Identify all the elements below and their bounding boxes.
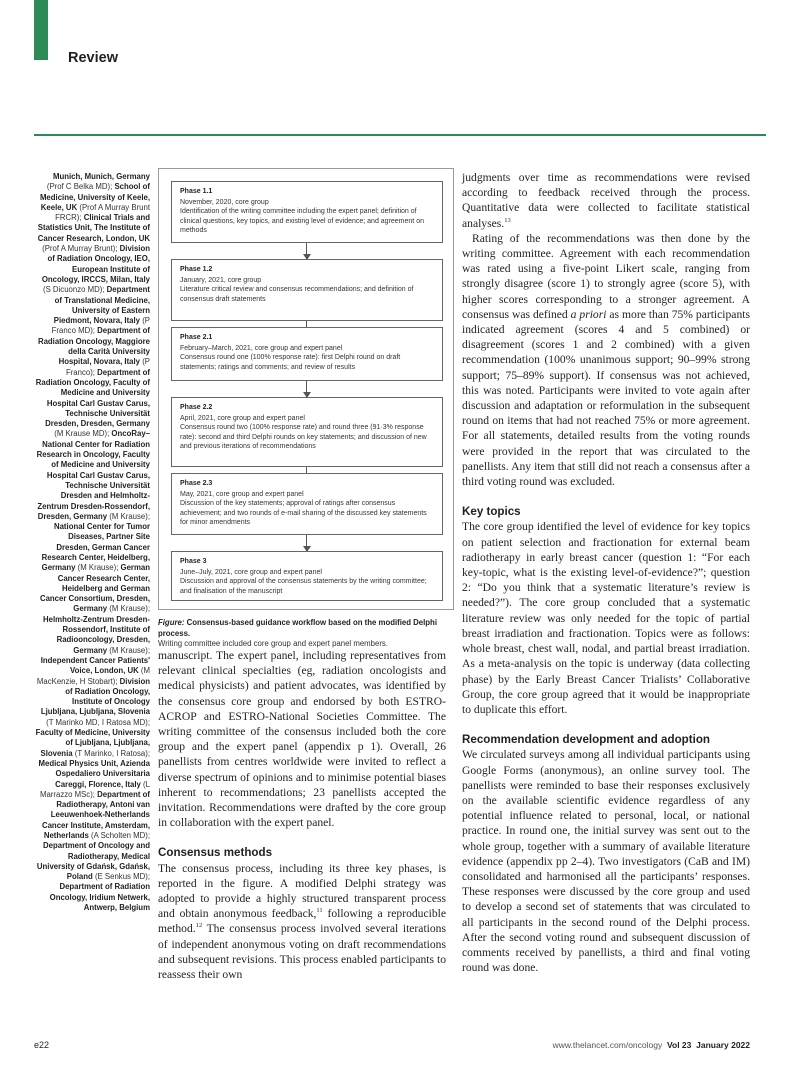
paragraph: Rating of the recommendations was then done by the writing committee. Agreement with each recommendation was rated using a five-point Likert scale, ranging from strongly disagree (score 1) to strongly agree (score 5), with higher scores corresponding to a stronger agreement. A consensus was defined a priori as more than 75% participants indicated agreement (scores 4 and 5 combined) or disagreement (scores 1 and 2 combined) with a given recommendation (100% unanimous support; 90–99% strong support; 75–89% support). If consensus was not achieved, this was noted. Participants were invited to vote again after discussion and adaptation or reformulation in the subsequent round on items that had not reached 75% or more agreement. For all statements, detailed results from the voting rounds were provided in the report that was circulated to the panellists. Any item that still did not reach a consensus after a third voting round was excluded.	[462, 231, 750, 489]
reference: 11	[316, 907, 323, 915]
phase-box	[171, 551, 443, 601]
reference: 13	[504, 216, 511, 224]
page-number: e22	[34, 1040, 50, 1050]
affiliation-authors: (M Krause);	[107, 604, 150, 614]
phase-description: Discussion of the key statements; approval of ratings after consensus achievement; and two rounds of e-mail sharing of the discussed key statements for minor amendments	[180, 500, 427, 526]
affiliation-authors: (S Dicuonzo MD);	[42, 285, 107, 295]
affiliation-institution: Department of Radiotherapy, Antoni van Leeuwenhoek-Netherlands Cancer Institute, Amsterdam, Netherlands	[41, 789, 150, 840]
section-color-bar	[34, 0, 48, 60]
affiliation-authors: (M Krause);	[107, 511, 150, 521]
phase-box	[171, 327, 443, 381]
flow-arrow	[306, 535, 307, 551]
body-column-2	[462, 170, 750, 975]
phase-date: June–July, 2021, core group and expert panel	[180, 568, 322, 576]
phase-description: Consensus round two (100% response rate) and round three (91·3% response rate): second and third Delphi rounds on key statements; and discussion of new and previous iterations of recommendations	[180, 424, 427, 450]
affiliation-institution: Independent Cancer Patients' Voice, London, UK	[40, 655, 150, 676]
journal-footer	[553, 1040, 750, 1050]
affiliation-authors: (L Marrazzo MSc);	[39, 779, 150, 799]
paragraph: The core group identified the level of evidence for key topics on patient selection and fractionation for external beam radiotherapy in early breast cancer (question 1: “For each key-topic, what is the existing level-of-evidence?”; question 2: “Do you think that a systematic literature’s review is needed?”). The core group concluded that a systematic literature review was only needed for the topic of partial breast irradiation and fractionation. Topics were as follows: whole breast, chest wall, nodal, and partial breast irradiation. As a meta-analysis on the topic is underway (data collecting phase) by the Early Breast Cancer Trialists’ Collaborative Group, the core group agreed that it would be inappropriate to duplicate this effort.	[462, 520, 750, 716]
affiliation-authors: (T Marinko MD, I Ratosa MD);	[46, 717, 150, 727]
heading-key-topics: Key topics	[462, 505, 521, 519]
affiliation-authors: (Prof A Murray Brunt);	[42, 244, 120, 254]
heading-consensus-methods: Consensus methods	[158, 846, 273, 860]
phase-date: May, 2021, core group and expert panel	[180, 490, 304, 498]
paragraph: judgments over time as recommendations were revised according to feedback received through the process. Quantitative data were collected to facilitate statistical analyses.$^{13}$	[462, 171, 750, 230]
phase-date: February–March, 2021, core group and expert panel	[180, 344, 343, 352]
affiliation-authors: (M Krause);	[107, 645, 150, 655]
volume: Vol 23	[666, 1040, 692, 1050]
affiliation-authors: (M MacKenzie, H Stobart);	[36, 666, 150, 686]
heading-recommendation-development: Recommendation development and adoption	[462, 733, 710, 747]
phase-box	[171, 473, 443, 535]
phase-description: Literature critical review and consensus recommendations; and definition of consensus draft statements	[180, 286, 414, 303]
affiliation-institution: School of Medicine, University of Keele, Keele, UK	[39, 182, 150, 212]
affiliation-institution: Department of Radiation Oncology, Maggiore della Carità University Hospital, Novara, Italy	[37, 326, 150, 367]
affiliation-institution: OncoRay–National Center for Radiation Research in Oncology, Faculty of Medicine and University Hospital Carl Gustav Carus, Technische Universität Dresden and Helmholtz-Zentrum Dresden-Rossendorf, Dresden, Germany	[36, 429, 150, 521]
phase-description: Identification of the writing committee including the expert panel; definition of clinical questions, key topics, and existing level of evidence; and agreement on methods	[180, 208, 424, 234]
affiliation-institution: Medical Physics Unit, Azienda Ospedaliero Universitaria Careggi, Florence, Italy	[38, 758, 150, 789]
phase-title: Phase 1.1	[180, 188, 213, 195]
phase-title: Phase 1.2	[180, 266, 213, 273]
affiliation-authors: (P Franco MD);	[51, 316, 150, 336]
caption-title: Consensus-based guidance workflow based on the modified Delphi process.	[158, 618, 437, 638]
workflow-figure	[158, 168, 454, 610]
figure-caption	[158, 618, 458, 650]
phase-title: Phase 3	[180, 558, 207, 565]
phase-description: Consensus round one (100% response rate): first Delphi round on draft statements; ratings and comments; and review of results	[180, 354, 401, 371]
journal-url[interactable]: www.thelancet.com/oncology	[552, 1040, 663, 1050]
affiliation-authors: (Prof C Belka MD);	[46, 182, 115, 192]
caption-label: Figure:	[158, 618, 185, 627]
affiliation-authors: (M Krause MD);	[54, 429, 112, 439]
phase-box	[171, 181, 443, 243]
affiliation-institution: German Cancer Research Center, Heidelberg and German Cancer Consortium, Dresden, Germany	[39, 563, 150, 614]
affiliation-institution: Faculty of Medicine, University of Ljubljana, Ljubljana, Slovenia	[35, 728, 150, 758]
paragraph: The consensus process, including its three key phases, is reported in the figure. A modified Delphi strategy was adopted to provide a highly structured transparent process and obtain anonymous feedback,$^{11}$ following a reproducible method.$^{12}$ The consensus process involved several iterations of independent anonymous voting on draft recommendations and subsequent revisions. This process enabled participants to reassess their own	[158, 861, 447, 982]
reference: 12	[195, 922, 203, 930]
phase-title: Phase 2.1	[180, 334, 213, 341]
affiliation-authors: (M Krause);	[75, 563, 121, 573]
body-column-1	[158, 648, 446, 982]
issue-date: January 2022	[696, 1040, 750, 1050]
phase-box	[171, 397, 443, 467]
affiliation-institution: Munich, Munich, Germany	[52, 172, 150, 181]
affiliation-authors: (A Scholten MD);	[88, 831, 150, 840]
affiliation-authors: (T Marinko, I Ratosa);	[72, 748, 150, 758]
affiliation-institution: Department of Oncology and Radiotherapy, Medical University of Gdańsk, Gdańsk, Poland	[36, 841, 150, 882]
header-rule	[34, 134, 766, 136]
flow-arrow	[306, 381, 307, 397]
paragraph: manuscript. The expert panel, including representatives from relevant clinical specialties (eg, radiation oncologists and medical physicists) and patient advocates, was identified by the consensus core group and endorsed by both ESTRO-ACROP and ESTRO-National Societies Committee. The writing committee of the consensus included both the core group and the expert panel (appendix p 1). Overall, 26 panellists from centres worldwide were invited to reflect a diverse spectrum of opinions and to minimise potential biases inherent to recommendations; 23 panellists accepted the invitation. Recommendations were drafted by the core group in collaboration with the expert panel.	[158, 649, 446, 830]
phase-title: Phase 2.3	[180, 480, 213, 487]
affiliation-institution: Department of Radiation Oncology, Iridium Netwerk, Antwerp, Belgium	[49, 882, 150, 913]
section-title: Review	[68, 50, 118, 66]
affiliation-institution: National Center for Tumor Diseases, Partner Site Dresden, German Cancer Research Center, Heidelberg, Germany	[41, 522, 150, 573]
affiliation-institution: Division of Radiation Oncology, IEO, European Institute of Oncology, IRCCS, Milan, Italy	[41, 244, 150, 284]
phase-box	[171, 259, 443, 321]
paragraph: We circulated surveys among all individual participants using Google Forms (anonymous), an online survey tool. The panellists were reminded to base their responses exclusively on the available scientific evidence regardless of any potential influence related to personal, local, or national practice. In round one, the initial survey was sent out to the whole group, together with a summary of available literature evidence (appendix pp 2–4). Two investigators (CaB and IM) consolidated and harmonised all the participants’ responses. These responses were discussed by the core group and used to develop a second set of statements that was circulated to all participants in the second round of the Delphi process. After the second voting round and subsequent discussion of comments received by panellists, a third and final voting round was done.	[462, 748, 750, 975]
affiliation-authors: (P Franco);	[65, 357, 150, 377]
phase-date: November, 2020, core group	[180, 198, 269, 206]
affiliation-institution: Division of Radiation Oncology, Institute of Oncology Ljubljana, Ljubljana, Slovenia	[40, 676, 150, 717]
affiliation-institution: Clinical Trials and Statistics Unit, The Institute of Cancer Research, London, UK	[37, 213, 150, 243]
phase-title: Phase 2.2	[180, 404, 213, 411]
affiliations-sidebar	[34, 172, 150, 913]
affiliation-institution: Department of Radiation Oncology, Faculty of Medicine and University Hospital Carl Gustav Carus, Technische Universität Dresden, Dresden, Germany	[35, 367, 150, 429]
affiliation-institution: Helmholtz-Zentrum Dresden-Rossendorf, Institute of Radiooncology, Dresden, Germany	[43, 614, 150, 655]
affiliation-authors: (Prof A Murray Brunt FRCR);	[55, 202, 150, 223]
flow-arrow	[306, 243, 307, 259]
affiliation-institution: Department of Translational Medicine, University of Eastern Piedmont, Novara, Italy	[53, 285, 150, 326]
phase-date: January, 2021, core group	[180, 276, 262, 284]
caption-text: Writing committee included core group and expert panel members.	[158, 639, 388, 648]
phase-description: Discussion and approval of the consensus statements by the writing committee; and finalisation of the manuscript	[180, 578, 427, 595]
phase-date: April, 2021, core group and expert panel	[180, 414, 305, 422]
affiliation-authors: (E Senkus MD);	[92, 872, 150, 882]
